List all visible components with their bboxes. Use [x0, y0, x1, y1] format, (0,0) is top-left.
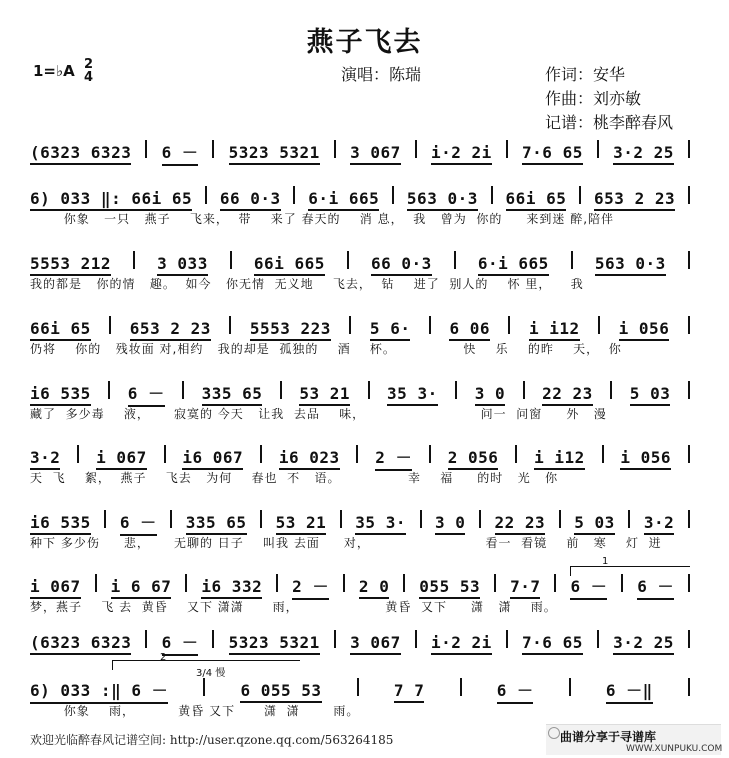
bar-line	[109, 316, 111, 334]
measure: 7·7	[510, 577, 540, 599]
volta-2-number: 2	[160, 652, 167, 663]
bar-line	[293, 186, 295, 204]
measure: 7·6 65	[522, 143, 583, 165]
bar-line	[688, 316, 690, 334]
measure: 6 －	[637, 574, 674, 600]
measure: 53 21	[276, 513, 327, 535]
measure: 2 056	[448, 448, 499, 470]
bar-line	[602, 445, 604, 463]
measure: 3 067	[350, 633, 401, 655]
watermark-stamp	[546, 724, 721, 755]
bar-line	[185, 574, 187, 592]
bar-line	[554, 574, 556, 592]
bar-line	[205, 186, 207, 204]
measure: 5 03	[574, 513, 615, 535]
measure: 22 23	[542, 384, 593, 406]
bar-line	[515, 445, 517, 463]
bar-line	[628, 510, 630, 528]
measure: 5553 212	[30, 254, 111, 276]
key-signature: 1=♭A	[33, 62, 75, 80]
measure: i6 023	[279, 448, 340, 470]
measure: 6 －	[162, 140, 199, 166]
bar-line	[229, 316, 231, 334]
bar-line	[494, 574, 496, 592]
bar-line	[347, 251, 349, 269]
measure: 7 7	[394, 681, 424, 703]
bar-line	[688, 140, 690, 158]
measure: 055 53	[419, 577, 480, 599]
measure: i 067	[96, 448, 147, 470]
bar-line	[523, 381, 525, 399]
bar-line	[688, 251, 690, 269]
measure: 2 －	[375, 445, 412, 471]
measure: 6 －	[128, 381, 165, 407]
bar-line	[688, 574, 690, 592]
measure: 3·2	[644, 513, 674, 535]
lyricist-credit: 作词：安华	[545, 65, 626, 84]
bar-line	[340, 510, 342, 528]
bar-line	[688, 381, 690, 399]
bar-line	[230, 251, 232, 269]
bar-line	[569, 678, 571, 696]
measure: 3 0	[475, 384, 505, 406]
measure: 6·i 665	[478, 254, 549, 276]
measure: 5553 223	[250, 319, 331, 341]
measure: i6 535	[30, 513, 91, 535]
measure: 563 0·3	[407, 189, 478, 211]
measure: 5323 5321	[229, 633, 320, 655]
bar-line	[95, 574, 97, 592]
measure: 6 －	[162, 630, 199, 656]
transcriber-credit: 记谱：桃李醉春风	[545, 113, 674, 132]
measure: 6 －‖	[606, 678, 653, 704]
bar-line	[429, 316, 431, 334]
staff-line	[30, 186, 690, 211]
staff-line	[30, 678, 690, 704]
bar-line	[571, 251, 573, 269]
measure: (6323 6323	[30, 633, 131, 655]
measure: 3 067	[350, 143, 401, 165]
composer-credit: 作曲：刘亦敏	[545, 89, 642, 108]
tempo-marking: 3/4 慢	[196, 668, 226, 679]
bar-line	[508, 316, 510, 334]
bar-line	[429, 445, 431, 463]
measure: i6 067	[182, 448, 243, 470]
staff-line	[30, 630, 690, 656]
bar-line	[598, 316, 600, 334]
measure: i 056	[619, 319, 670, 341]
measure: 5 6·	[370, 319, 411, 341]
bar-line	[506, 140, 508, 158]
measure: 5323 5321	[229, 143, 320, 165]
bar-line	[212, 630, 214, 648]
bar-line	[415, 630, 417, 648]
bar-line	[182, 381, 184, 399]
measure: 335 65	[186, 513, 247, 535]
measure: 5 03	[630, 384, 671, 406]
volta-2-edge	[112, 660, 113, 670]
lyric-line: 种下 多少伤 悲， 无聊的 日子 叫我 去面 对， 看一 看镜 前 寒 灯 迸	[30, 536, 662, 550]
bar-line	[280, 381, 282, 399]
measure: i 6 67	[111, 577, 172, 599]
bar-line	[212, 140, 214, 158]
song-title: 燕子飞去	[306, 27, 423, 58]
measure: 6 －	[497, 678, 534, 704]
measure: 6 055 53	[240, 681, 321, 703]
measure: i·2 2i	[431, 143, 492, 165]
bar-line	[559, 510, 561, 528]
bar-line	[460, 678, 462, 696]
bar-line	[491, 186, 493, 204]
measure: 563 0·3	[595, 254, 666, 276]
measure: 3·2	[30, 448, 60, 470]
bar-line	[145, 140, 147, 158]
measure: i i12	[529, 319, 580, 341]
bar-line	[506, 630, 508, 648]
measure: 66 0·3	[220, 189, 281, 211]
lyric-line: 仍将 你的 残妆面 对,相约 我的却是 孤独的 酒 杯。 快 乐 的昨 天， 你	[30, 342, 622, 356]
measure: 653 2 23	[594, 189, 675, 211]
measure: 3 0	[435, 513, 465, 535]
measure: 335 65	[202, 384, 263, 406]
volta-1-number: 1	[602, 556, 609, 567]
bar-line	[392, 186, 394, 204]
volta-2-bracket	[112, 660, 300, 661]
bar-line	[357, 678, 359, 696]
bar-line	[454, 251, 456, 269]
measure: 653 2 23	[130, 319, 211, 341]
staff-line	[30, 140, 690, 166]
measure: i·2 2i	[431, 633, 492, 655]
measure: i 056	[620, 448, 671, 470]
measure: 35 3·	[387, 384, 438, 406]
volta-1-edge	[570, 566, 571, 576]
staff-line	[30, 510, 690, 536]
measure: 3·2 25	[613, 633, 674, 655]
staff-line	[30, 445, 690, 471]
measure: 66i 665	[254, 254, 325, 276]
bar-line	[349, 316, 351, 334]
measure: 3·2 25	[613, 143, 674, 165]
bar-line	[133, 251, 135, 269]
bar-line	[688, 630, 690, 648]
measure: 22 23	[495, 513, 546, 535]
bar-line	[356, 445, 358, 463]
measure: 66 0·3	[371, 254, 432, 276]
measure: 35 3·	[355, 513, 406, 535]
bar-line	[276, 574, 278, 592]
lyric-line: 你象 雨， 黄昏 又下 潇 潇 雨。	[30, 704, 360, 718]
bar-line	[579, 186, 581, 204]
measure: 2 －	[292, 574, 329, 600]
measure: i6 332	[201, 577, 262, 599]
measure: 66i 65	[30, 319, 91, 341]
bar-line	[334, 140, 336, 158]
bar-line	[688, 510, 690, 528]
measure: 6) 033 ‖: 66i 65	[30, 189, 192, 211]
volta-1-bracket	[570, 566, 690, 567]
measure: 7·6 65	[522, 633, 583, 655]
watermark-main: 曲谱分享于寻谱库	[560, 730, 657, 744]
singer-credit: 演唱：陈瑞	[341, 65, 422, 84]
bar-line	[621, 574, 623, 592]
bar-line	[610, 381, 612, 399]
staff-line	[30, 381, 690, 407]
staff-line	[30, 316, 690, 341]
bar-line	[597, 630, 599, 648]
staff-line	[30, 251, 690, 276]
measure: i6 535	[30, 384, 91, 406]
bar-line	[170, 510, 172, 528]
bar-line	[420, 510, 422, 528]
bar-line	[688, 445, 690, 463]
time-signature-bottom: 4	[84, 70, 94, 85]
measure: (6323 6323	[30, 143, 131, 165]
measure: 2 0	[359, 577, 389, 599]
measure: i 067	[30, 577, 81, 599]
measure: 3 033	[157, 254, 208, 276]
bar-line	[145, 630, 147, 648]
measure: 6 －	[570, 574, 607, 600]
lyric-line: 藏了 多少毒 液， 寂寞的 今天 让我 去品 味， 问一 问窗 外 漫	[30, 407, 607, 421]
bar-line	[104, 510, 106, 528]
staff-line	[30, 574, 690, 600]
bar-line	[260, 445, 262, 463]
bar-line	[479, 510, 481, 528]
bar-line	[343, 574, 345, 592]
lyric-line: 天 飞 絮， 燕子 飞去 为何 春也 不 语。 幸 福 的时 光 你	[30, 471, 559, 485]
bar-line	[455, 381, 457, 399]
bar-line	[203, 678, 205, 696]
lyric-line: 你象 一只 燕子 飞来， 带 来了 春天的 消 息， 我 曾为 你的 来到迷 醉,陪伴	[30, 212, 615, 226]
measure: 66i 65	[506, 189, 567, 211]
bar-line	[368, 381, 370, 399]
bar-line	[334, 630, 336, 648]
bar-line	[415, 140, 417, 158]
watermark-logo-icon	[548, 727, 560, 739]
bar-line	[597, 140, 599, 158]
bar-line	[164, 445, 166, 463]
measure: 6 －	[120, 510, 157, 536]
bar-line	[108, 381, 110, 399]
footer-text: 欢迎光临醉春风记谱空间: http://user.qzone.qq.com/563264185	[30, 733, 394, 747]
lyric-line: 我的都是 你的情 趣。 如今 你无情 无义地 飞去， 钻 进了 别人的 怀 里， 我	[30, 277, 584, 291]
measure: i i12	[534, 448, 585, 470]
measure: 6) 033 :‖ 6 －	[30, 678, 168, 704]
bar-line	[688, 186, 690, 204]
measure: 6·i 665	[308, 189, 379, 211]
bar-line	[403, 574, 405, 592]
time-signature-top: 2	[84, 57, 94, 72]
measure: 6 06	[449, 319, 490, 341]
bar-line	[260, 510, 262, 528]
lyric-line: 梦，燕子 飞 去 黄昏 又下 潇潇 雨， 黄昏 又下 潇 潇 雨。	[30, 600, 557, 614]
watermark-sub: WWW.XUNPUKU.COM	[626, 744, 723, 754]
bar-line	[77, 445, 79, 463]
measure: 53 21	[299, 384, 350, 406]
bar-line	[688, 678, 690, 696]
time-signature	[84, 58, 93, 84]
